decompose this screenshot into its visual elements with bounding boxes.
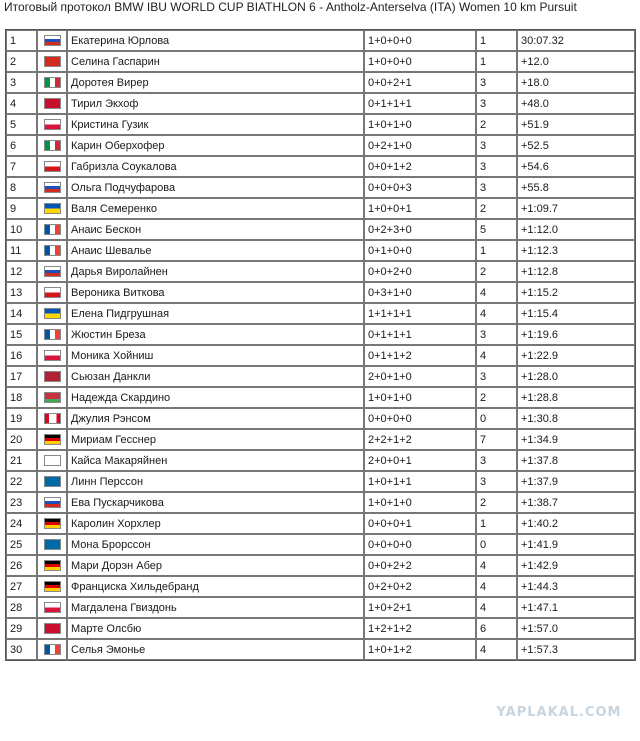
table-row: [6, 513, 635, 534]
athlete-name-cell: Доротея Вирер: [67, 72, 364, 93]
table-row: [6, 240, 635, 261]
time-cell: +1:12.0: [517, 219, 635, 240]
flag-icon: [44, 413, 61, 424]
time-cell: +1:28.0: [517, 366, 635, 387]
flag-icon: [44, 308, 61, 319]
position-cell: 25: [6, 534, 37, 555]
penalties-cell: 4: [476, 282, 517, 303]
flag-cell: [37, 450, 67, 471]
table-row: [6, 555, 635, 576]
penalties-cell: 3: [476, 156, 517, 177]
athlete-name-cell: Карин Оберхофер: [67, 135, 364, 156]
penalties-cell: 1: [476, 30, 517, 51]
table-row: [6, 261, 635, 282]
flag-cell: [37, 471, 67, 492]
position-cell: 16: [6, 345, 37, 366]
table-row: [6, 30, 635, 51]
athlete-name-cell: Кайса Макаряйнен: [67, 450, 364, 471]
penalties-cell: 3: [476, 135, 517, 156]
shooting-cell: 1+2+1+2: [364, 618, 476, 639]
penalties-cell: 3: [476, 450, 517, 471]
table-row: [6, 114, 635, 135]
penalties-cell: 1: [476, 240, 517, 261]
time-cell: 30:07.32: [517, 30, 635, 51]
table-row: [6, 639, 635, 660]
penalties-cell: 2: [476, 114, 517, 135]
time-cell: +1:15.4: [517, 303, 635, 324]
position-cell: 28: [6, 597, 37, 618]
athlete-name-cell: Мона Брорссон: [67, 534, 364, 555]
table-row: [6, 177, 635, 198]
table-row: [6, 135, 635, 156]
position-cell: 10: [6, 219, 37, 240]
flag-icon: [44, 224, 61, 235]
flag-cell: [37, 597, 67, 618]
penalties-cell: 4: [476, 597, 517, 618]
penalties-cell: 4: [476, 555, 517, 576]
flag-cell: [37, 198, 67, 219]
penalties-cell: 3: [476, 324, 517, 345]
position-cell: 9: [6, 198, 37, 219]
position-cell: 12: [6, 261, 37, 282]
flag-icon: [44, 539, 61, 550]
flag-icon: [44, 581, 61, 592]
time-cell: +1:57.3: [517, 639, 635, 660]
time-cell: +1:12.8: [517, 261, 635, 282]
flag-icon: [44, 77, 61, 88]
penalties-cell: 3: [476, 93, 517, 114]
athlete-name-cell: Каролин Хорхлер: [67, 513, 364, 534]
penalties-cell: 2: [476, 261, 517, 282]
flag-icon: [44, 497, 61, 508]
time-cell: +55.8: [517, 177, 635, 198]
position-cell: 3: [6, 72, 37, 93]
position-cell: 13: [6, 282, 37, 303]
table-row: [6, 198, 635, 219]
position-cell: 8: [6, 177, 37, 198]
position-cell: 20: [6, 429, 37, 450]
penalties-cell: 2: [476, 198, 517, 219]
table-row: [6, 282, 635, 303]
shooting-cell: 1+0+0+0: [364, 51, 476, 72]
flag-cell: [37, 366, 67, 387]
time-cell: +1:37.8: [517, 450, 635, 471]
table-row: [6, 597, 635, 618]
penalties-cell: 0: [476, 534, 517, 555]
flag-icon: [44, 602, 61, 613]
penalties-cell: 7: [476, 429, 517, 450]
shooting-cell: 0+0+0+0: [364, 534, 476, 555]
watermark: YAPLAKAL.COM: [478, 702, 640, 724]
shooting-cell: 0+1+1+1: [364, 324, 476, 345]
position-cell: 29: [6, 618, 37, 639]
penalties-cell: 3: [476, 72, 517, 93]
position-cell: 5: [6, 114, 37, 135]
flag-cell: [37, 639, 67, 660]
flag-cell: [37, 408, 67, 429]
position-cell: 30: [6, 639, 37, 660]
shooting-cell: 2+2+1+2: [364, 429, 476, 450]
table-row: [6, 51, 635, 72]
athlete-name-cell: Тирил Экхоф: [67, 93, 364, 114]
time-cell: +1:09.7: [517, 198, 635, 219]
shooting-cell: 1+0+1+1: [364, 471, 476, 492]
flag-cell: [37, 261, 67, 282]
time-cell: +18.0: [517, 72, 635, 93]
time-cell: +1:28.8: [517, 387, 635, 408]
athlete-name-cell: Елена Пидгрушная: [67, 303, 364, 324]
athlete-name-cell: Моника Хойниш: [67, 345, 364, 366]
table-row: [6, 429, 635, 450]
penalties-cell: 4: [476, 576, 517, 597]
flag-icon: [44, 455, 61, 466]
flag-cell: [37, 177, 67, 198]
position-cell: 7: [6, 156, 37, 177]
position-cell: 17: [6, 366, 37, 387]
flag-icon: [44, 350, 61, 361]
table-row: [6, 93, 635, 114]
position-cell: 1: [6, 30, 37, 51]
time-cell: +1:40.2: [517, 513, 635, 534]
flag-icon: [44, 182, 61, 193]
flag-icon: [44, 560, 61, 571]
flag-cell: [37, 513, 67, 534]
penalties-cell: 5: [476, 219, 517, 240]
flag-cell: [37, 303, 67, 324]
position-cell: 23: [6, 492, 37, 513]
penalties-cell: 3: [476, 366, 517, 387]
shooting-cell: 0+1+1+1: [364, 93, 476, 114]
page-title: Итоговый протокол BMW IBU WORLD CUP BIATHLON 6 - Antholz-Anterselva (ITA) Women 10 km Pursuit: [4, 0, 577, 14]
flag-cell: [37, 51, 67, 72]
flag-icon: [44, 98, 61, 109]
flag-cell: [37, 219, 67, 240]
time-cell: +1:57.0: [517, 618, 635, 639]
athlete-name-cell: Франциска Хильдебранд: [67, 576, 364, 597]
position-cell: 15: [6, 324, 37, 345]
position-cell: 2: [6, 51, 37, 72]
flag-icon: [44, 644, 61, 655]
flag-icon: [44, 56, 61, 67]
flag-icon: [44, 203, 61, 214]
time-cell: +1:44.3: [517, 576, 635, 597]
time-cell: +1:30.8: [517, 408, 635, 429]
time-cell: +1:22.9: [517, 345, 635, 366]
flag-icon: [44, 518, 61, 529]
penalties-cell: 3: [476, 471, 517, 492]
flag-icon: [44, 371, 61, 382]
table-row: [6, 324, 635, 345]
penalties-cell: 3: [476, 177, 517, 198]
time-cell: +1:37.9: [517, 471, 635, 492]
table-row: [6, 219, 635, 240]
flag-cell: [37, 72, 67, 93]
position-cell: 21: [6, 450, 37, 471]
penalties-cell: 2: [476, 387, 517, 408]
shooting-cell: 1+0+2+1: [364, 597, 476, 618]
shooting-cell: 1+0+0+0: [364, 30, 476, 51]
athlete-name-cell: Жюстин Бреза: [67, 324, 364, 345]
position-cell: 14: [6, 303, 37, 324]
athlete-name-cell: Марте Олсбю: [67, 618, 364, 639]
flag-cell: [37, 114, 67, 135]
shooting-cell: 0+2+3+0: [364, 219, 476, 240]
athlete-name-cell: Мириам Гесснер: [67, 429, 364, 450]
table-row: [6, 576, 635, 597]
position-cell: 4: [6, 93, 37, 114]
flag-cell: [37, 135, 67, 156]
athlete-name-cell: Сьюзан Данкли: [67, 366, 364, 387]
flag-cell: [37, 324, 67, 345]
shooting-cell: 0+0+2+0: [364, 261, 476, 282]
shooting-cell: 1+0+1+2: [364, 639, 476, 660]
position-cell: 11: [6, 240, 37, 261]
flag-icon: [44, 161, 61, 172]
athlete-name-cell: Вероника Виткова: [67, 282, 364, 303]
flag-cell: [37, 30, 67, 51]
flag-icon: [44, 434, 61, 445]
athlete-name-cell: Екатерина Юрлова: [67, 30, 364, 51]
table-row: [6, 471, 635, 492]
flag-cell: [37, 534, 67, 555]
flag-cell: [37, 156, 67, 177]
results-table-body: [6, 30, 635, 660]
shooting-cell: 0+2+0+2: [364, 576, 476, 597]
athlete-name-cell: Анаис Бескон: [67, 219, 364, 240]
position-cell: 27: [6, 576, 37, 597]
table-row: [6, 450, 635, 471]
shooting-cell: 1+0+1+0: [364, 114, 476, 135]
flag-cell: [37, 576, 67, 597]
shooting-cell: 0+1+0+0: [364, 240, 476, 261]
shooting-cell: 0+1+1+2: [364, 345, 476, 366]
penalties-cell: 2: [476, 492, 517, 513]
position-cell: 24: [6, 513, 37, 534]
table-row: [6, 534, 635, 555]
shooting-cell: 2+0+1+0: [364, 366, 476, 387]
results-table: [5, 29, 636, 661]
penalties-cell: 1: [476, 51, 517, 72]
table-row: [6, 408, 635, 429]
shooting-cell: 0+0+1+2: [364, 156, 476, 177]
time-cell: +51.9: [517, 114, 635, 135]
shooting-cell: 2+0+0+1: [364, 450, 476, 471]
table-row: [6, 387, 635, 408]
flag-cell: [37, 387, 67, 408]
athlete-name-cell: Надежда Скардино: [67, 387, 364, 408]
athlete-name-cell: Линн Перссон: [67, 471, 364, 492]
time-cell: +1:12.3: [517, 240, 635, 261]
penalties-cell: 4: [476, 345, 517, 366]
athlete-name-cell: Селина Гаспарин: [67, 51, 364, 72]
flag-icon: [44, 119, 61, 130]
table-row: [6, 303, 635, 324]
time-cell: +48.0: [517, 93, 635, 114]
time-cell: +1:34.9: [517, 429, 635, 450]
table-row: [6, 366, 635, 387]
flag-cell: [37, 345, 67, 366]
athlete-name-cell: Валя Семеренко: [67, 198, 364, 219]
flag-icon: [44, 245, 61, 256]
position-cell: 6: [6, 135, 37, 156]
table-row: [6, 156, 635, 177]
time-cell: +54.6: [517, 156, 635, 177]
table-row: [6, 618, 635, 639]
position-cell: 19: [6, 408, 37, 429]
table-row: [6, 492, 635, 513]
flag-cell: [37, 429, 67, 450]
shooting-cell: 0+0+0+3: [364, 177, 476, 198]
flag-icon: [44, 476, 61, 487]
time-cell: +1:38.7: [517, 492, 635, 513]
table-row: [6, 345, 635, 366]
athlete-name-cell: Кристина Гузик: [67, 114, 364, 135]
time-cell: +1:42.9: [517, 555, 635, 576]
flag-icon: [44, 140, 61, 151]
penalties-cell: 1: [476, 513, 517, 534]
time-cell: +1:41.9: [517, 534, 635, 555]
shooting-cell: 1+0+1+0: [364, 492, 476, 513]
position-cell: 22: [6, 471, 37, 492]
flag-icon: [44, 287, 61, 298]
time-cell: +1:15.2: [517, 282, 635, 303]
athlete-name-cell: Ольга Подчуфарова: [67, 177, 364, 198]
shooting-cell: 0+0+0+1: [364, 513, 476, 534]
penalties-cell: 0: [476, 408, 517, 429]
penalties-cell: 4: [476, 303, 517, 324]
athlete-name-cell: Магдалена Гвиздонь: [67, 597, 364, 618]
position-cell: 18: [6, 387, 37, 408]
athlete-name-cell: Анаис Шевалье: [67, 240, 364, 261]
athlete-name-cell: Габризла Соукалова: [67, 156, 364, 177]
flag-icon: [44, 35, 61, 46]
flag-cell: [37, 240, 67, 261]
athlete-name-cell: Селья Эмонье: [67, 639, 364, 660]
table-row: [6, 72, 635, 93]
athlete-name-cell: Мари Дорэн Абер: [67, 555, 364, 576]
flag-icon: [44, 329, 61, 340]
shooting-cell: 1+1+1+1: [364, 303, 476, 324]
shooting-cell: 0+2+1+0: [364, 135, 476, 156]
athlete-name-cell: Дарья Виролайнен: [67, 261, 364, 282]
shooting-cell: 1+0+1+0: [364, 387, 476, 408]
shooting-cell: 1+0+0+1: [364, 198, 476, 219]
flag-icon: [44, 266, 61, 277]
penalties-cell: 4: [476, 639, 517, 660]
time-cell: +12.0: [517, 51, 635, 72]
flag-cell: [37, 492, 67, 513]
position-cell: 26: [6, 555, 37, 576]
flag-cell: [37, 282, 67, 303]
shooting-cell: 0+3+1+0: [364, 282, 476, 303]
flag-cell: [37, 93, 67, 114]
time-cell: +1:47.1: [517, 597, 635, 618]
shooting-cell: 0+0+0+0: [364, 408, 476, 429]
athlete-name-cell: Ева Пускарчикова: [67, 492, 364, 513]
penalties-cell: 6: [476, 618, 517, 639]
time-cell: +1:19.6: [517, 324, 635, 345]
shooting-cell: 0+0+2+1: [364, 72, 476, 93]
flag-cell: [37, 555, 67, 576]
flag-icon: [44, 623, 61, 634]
time-cell: +52.5: [517, 135, 635, 156]
athlete-name-cell: Джулия Рэнсом: [67, 408, 364, 429]
flag-icon: [44, 392, 61, 403]
shooting-cell: 0+0+2+2: [364, 555, 476, 576]
flag-cell: [37, 618, 67, 639]
